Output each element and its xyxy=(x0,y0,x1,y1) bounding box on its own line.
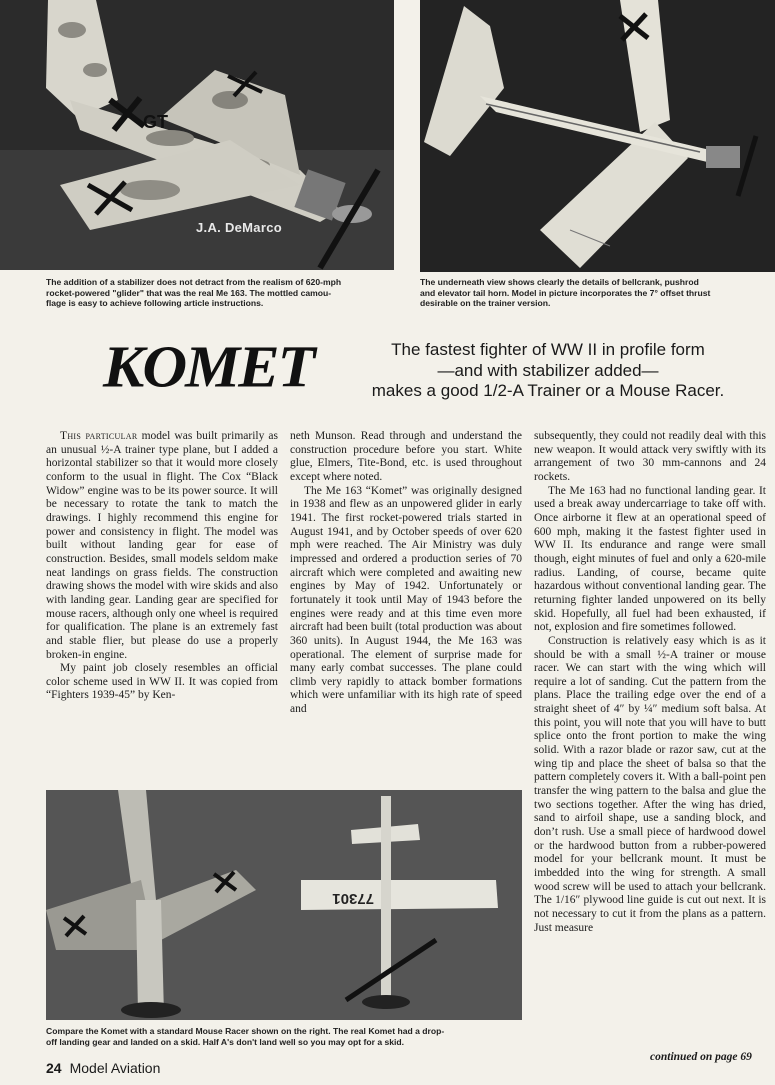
caption-line: rocket-powered "glider" that was the real Me 163. The mottled camou- xyxy=(46,287,332,298)
article-paragraph: subsequently, they could not readily deal with this new weapon. It would attack very swiftly with its arrangement of two 30 mm-cannons and 24 rockets. xyxy=(534,430,766,483)
deck-line: makes a good 1/2-A Trainer or a Mouse Racer. xyxy=(371,381,725,400)
paragraph-text: model was built primarily as an unusual ½-A trainer type plane, but I added a horizontal stabilizer so that it would more closely conform to the usual in flight. The Cox “Black Widow” engine was to be its power source. It will be necessary to rotate the tank to match the drawings. I highly recommend this engine for power and consistency in flight. The model was built without landing gear for ease of construction. Besides, small models seldom make neat landings on grass fields. The construction drawing shows the model with wire skids and also with landing gear. Landing gear are specified for mouse racers, although only one wheel is required for qualification. The plane is an extremely fast and stable flier, but please do use a properly broken-in engine. xyxy=(46,430,278,661)
lead-in-text: This particular xyxy=(60,430,138,442)
headline-title: KOMET xyxy=(103,334,314,400)
caption-line: desirable on the trainer version. xyxy=(420,298,551,309)
caption-line: flage is easy to achieve following article instructions. xyxy=(46,298,264,309)
article-column-1 xyxy=(46,430,278,703)
plane-code-text: GT xyxy=(143,112,168,132)
article-paragraph: The Me 163 “Komet” was originally designed in 1938 and flew as an unpowered glider in early 1941. The first rocket-powered trials started in August 1941, and by October speeds of over 620 mph were reached. The Air Ministry was duly impressed and ordered a production series of 70 aircraft which were completed and awaiting new engines by May of 1942. Unfortunately or fortunately it took until May of 1943 before the engines were ready and at this time even more aircraft had been built (total production was about 360 units). In August 1944, the Me 163 was operational. The element of surprise made for many early combat successes. The plane could climb very rapidly to attack bomber formations which were unfamiliar with its high rate of speed and xyxy=(290,484,522,716)
caption-line: off landing gear and landed on a skid. Half A's don't land well so you may opt for a skid. xyxy=(46,1036,405,1047)
caption-line: Compare the Komet with a standard Mouse Racer shown on the right. The real Komet had a drop- xyxy=(46,1026,445,1036)
continued-note: continued on page 69 xyxy=(650,1051,752,1063)
caption-top-left xyxy=(46,277,406,309)
komet-mouse-racer-photo xyxy=(46,790,522,1020)
deck-line: —and with stabilizer added— xyxy=(437,360,659,380)
article-paragraph: neth Munson. Read through and understand the construction procedure before you start. White glue, Elmers, Tite-Bond, etc. is used throughout except where noted. xyxy=(290,430,522,483)
komet-underside-photo xyxy=(420,0,775,272)
caption-line: The underneath view shows clearly the details of bellcrank, pushrod xyxy=(420,277,699,287)
magazine-name: Model Aviation xyxy=(69,1060,161,1076)
article-paragraph: The Me 163 had no functional landing gear. It used a break away undercarriage to take off with. Once airborne it flew at an operational speed of 600 mph, making it the fastest fighter used in WW II. Its endurance and range were small though, eight minutes of fuel and only a 620-mile radius. Landing, of course, became quite hazardous without conventional landing gear. The returning fighter landed unpowered on its belly skid. Hopefully, all fuel had been exhausted, if not, explosion and fire sometimes followed. xyxy=(534,484,766,634)
page-number: 24 xyxy=(46,1060,62,1076)
article-paragraph: My paint job closely resembles an official color scheme used in WW II. It was copied from “Fighters 1939-45” by Ken- xyxy=(46,662,278,702)
caption-top-right xyxy=(420,277,775,309)
deck-line: The fastest fighter of WW II in profile form xyxy=(391,340,705,359)
article-paragraph xyxy=(46,430,278,662)
caption-line: and elevator tail horn. Model in picture incorporates the 7° offset thrust xyxy=(420,287,711,298)
article-column-2 xyxy=(290,430,522,717)
page-footer xyxy=(46,1060,160,1076)
photo-komet-underneath xyxy=(420,0,775,272)
article-paragraph: Construction is relatively easy which is as it should be with a small ½-A trainer or mouse racer. We can start with the wing which will require a lot of sanding. Cut the pattern from the plans. Place the trailing edge over the end of a straight sheet of 4″ by ¼″ medium soft balsa. At this point, you will note that you will have to butt splice onto the front portion to make the wing solid. With a razor blade or razor saw, cut at the wing tip and place the sheet of balsa so that the pattern completely covers it. With a ball-point pen transfer the wing pattern to the balsa and glue the two sections together. After the wing has dried, sand to airfoil shape, use a sanding block, and don’t rush. Use a small piece of hardwood dowel or the hardwood button from a rubber-powered model for your bellcrank mount. It must be imbedded into the wing for strength. A small wood screw will be used to attach your bellcrank. The 1/16″ plywood line guide is cut out next. It is not necessary to cut it from the plans as a pattern. Just measure xyxy=(534,634,766,934)
photo-komet-vs-mouse-racer xyxy=(46,790,522,1020)
racer-number: 77301 xyxy=(332,890,374,907)
caption-bottom xyxy=(46,1026,526,1047)
headline-deck xyxy=(348,340,748,402)
article-column-3 xyxy=(534,430,766,935)
photo-credit: J.A. DeMarco xyxy=(196,220,282,235)
caption-line: The addition of a stabilizer does not detract from the realism of 620-mph xyxy=(46,277,342,287)
